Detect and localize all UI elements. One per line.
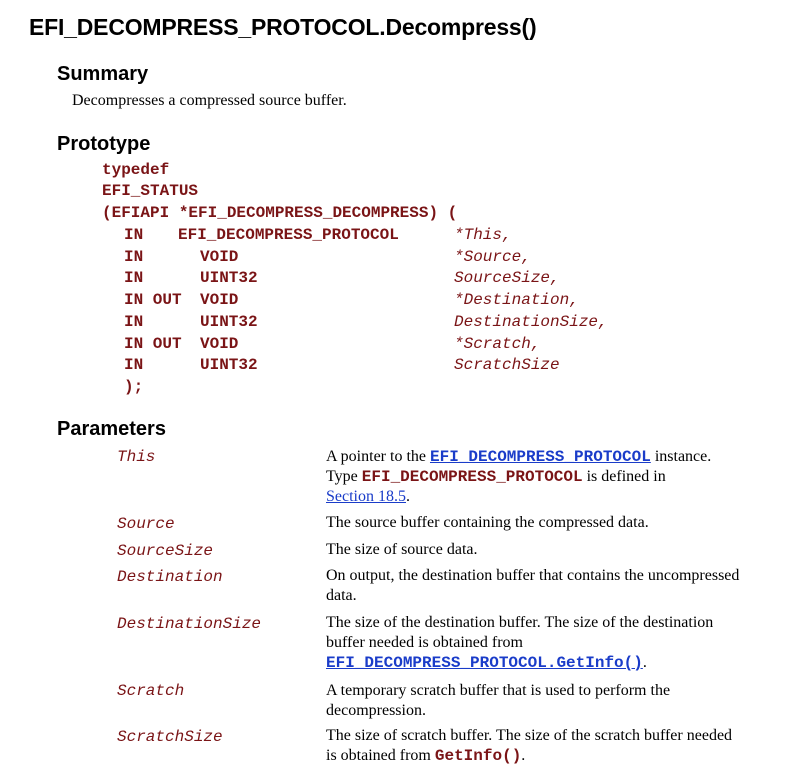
desc-line: The size of scratch buffer. The size of the scratch buffer needed [326, 727, 733, 744]
desc-line: EFI_DECOMPRESS_PROTOCOL.GetInfo(). [326, 654, 647, 672]
proto-param-name: *Source, [454, 248, 531, 266]
param-desc-destination [326, 566, 739, 606]
proto-param-name: SourceSize, [454, 269, 560, 287]
page-title: EFI_DECOMPRESS_PROTOCOL.Decompress() [29, 14, 537, 40]
proto-param-type: EFI_DECOMPRESS_PROTOCOL [178, 226, 399, 244]
proto-param-name: *Destination, [454, 291, 579, 309]
param-desc-source: The source buffer containing the compressed data. [326, 514, 649, 531]
proto-param-dir: IN [124, 269, 144, 287]
function-declaration: (EFIAPI *EFI_DECOMPRESS_DECOMPRESS) ( [102, 204, 458, 222]
param-name-source: Source [117, 515, 175, 533]
proto-param-type: UINT32 [200, 313, 258, 331]
proto-param-dir: IN OUT [124, 291, 182, 309]
proto-param-type: UINT32 [200, 356, 258, 374]
return-type: EFI_STATUS [102, 182, 199, 200]
desc-line: A pointer to the EFI_DECOMPRESS_PROTOCOL instance. [326, 448, 712, 466]
param-name-this: This [117, 448, 156, 466]
desc-line: buffer needed is obtained from [326, 634, 523, 651]
param-desc-scratch [326, 681, 670, 721]
param-desc-source-size: The size of source data. [326, 541, 478, 558]
desc-line: decompression. [326, 702, 426, 719]
proto-param-dir: IN [124, 356, 144, 374]
param-name-source-size: SourceSize [117, 542, 214, 560]
param-name-destination: Destination [117, 568, 223, 586]
proto-param-dir: IN [124, 226, 144, 244]
protocol-link[interactable]: EFI_DECOMPRESS_PROTOCOL [429, 448, 651, 466]
param-name-scratch-size: ScratchSize [117, 728, 223, 746]
proto-param-name: ScratchSize [454, 356, 560, 374]
proto-param-type: VOID [200, 291, 239, 309]
desc-line: data. [326, 587, 357, 604]
proto-param-dir: IN [124, 248, 144, 266]
proto-param-dir: IN OUT [124, 335, 182, 353]
desc-line: On output, the destination buffer that contains the uncompressed [326, 567, 740, 584]
desc-line: Section 18.5. [326, 488, 410, 505]
param-desc-destination-size [326, 613, 713, 673]
section-link[interactable]: Section 18.5 [326, 488, 406, 505]
param-desc-this [326, 447, 711, 507]
param-name-scratch: Scratch [117, 682, 185, 700]
typedef-keyword: typedef [102, 161, 170, 179]
prototype-close: ); [124, 378, 144, 396]
getinfo-link[interactable]: EFI_DECOMPRESS_PROTOCOL.GetInfo() [326, 654, 643, 672]
param-desc-scratch-size [326, 726, 732, 766]
desc-line: The size of the destination buffer. The size of the destination [326, 614, 714, 631]
prototype-heading: Prototype [57, 133, 151, 155]
summary-heading: Summary [57, 63, 149, 85]
proto-param-name: DestinationSize, [454, 313, 608, 331]
parameters-heading: Parameters [57, 418, 166, 440]
proto-param-name: *Scratch, [454, 335, 541, 353]
proto-param-type: UINT32 [200, 269, 258, 287]
proto-param-name: *This, [454, 226, 512, 244]
summary-text: Decompresses a compressed source buffer. [72, 92, 347, 109]
desc-line: is obtained from GetInfo(). [326, 747, 526, 765]
proto-param-type: VOID [200, 335, 239, 353]
param-name-destination-size: DestinationSize [117, 615, 262, 633]
desc-line: A temporary scratch buffer that is used to perform the [326, 682, 671, 699]
proto-param-type: VOID [200, 248, 239, 266]
desc-line: Type EFI_DECOMPRESS_PROTOCOL is defined in [326, 468, 666, 486]
proto-param-dir: IN [124, 313, 144, 331]
